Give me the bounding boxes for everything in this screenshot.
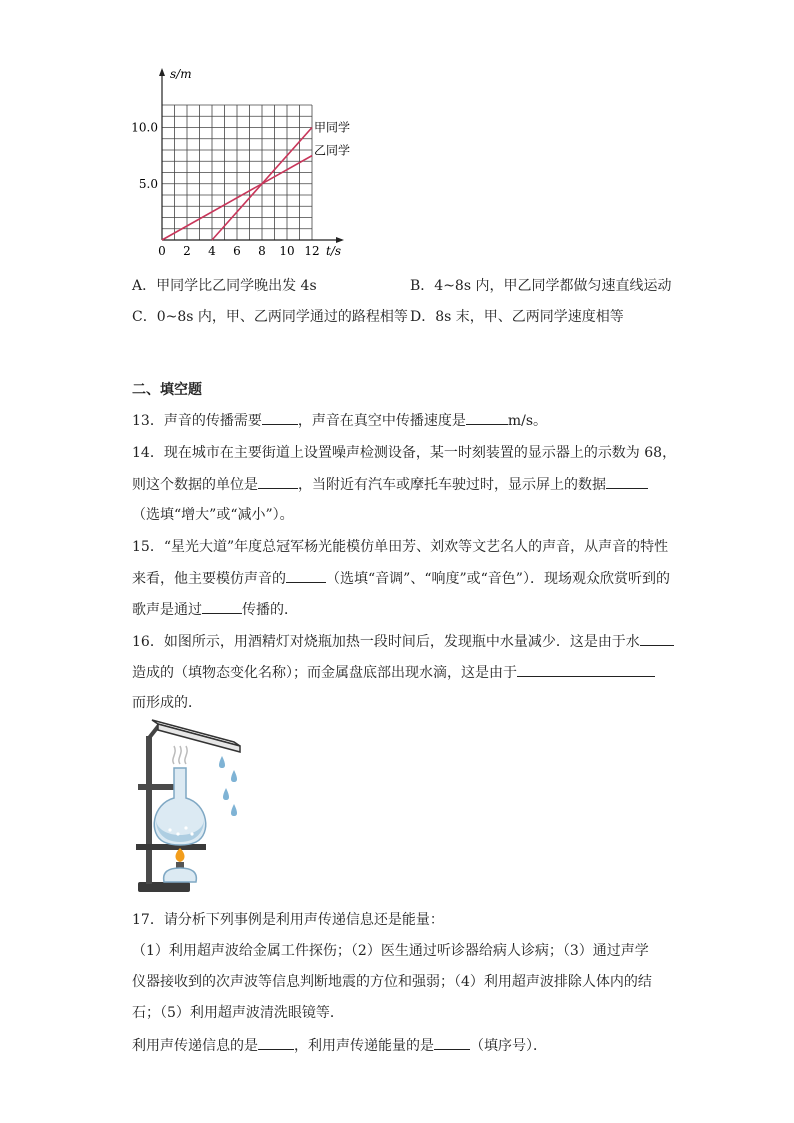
blank-13-1[interactable]	[262, 410, 298, 425]
question-14-line2: 则这个数据的单位是 ，当附近有汽车或摩托车驶过时，显示屏上的数据	[132, 474, 648, 495]
blank-17-2[interactable]	[434, 1035, 470, 1050]
section-title: 二、填空题	[132, 382, 202, 398]
series-label-yi: 乙同学	[314, 143, 351, 158]
x-tick-label: 12	[304, 244, 320, 258]
question-14-line3: （选填“增大”或“减小”）。	[132, 507, 294, 523]
question-17-line4: 石；（5）利用超声波清洗眼镜等．	[132, 1005, 344, 1021]
question-15-line1: 15．“星光大道”年度总冠军杨光能模仿单田芳、刘欢等文艺名人的声音，从声音的特性	[132, 539, 669, 555]
x-tick-label: 8	[258, 244, 266, 258]
blank-15-2[interactable]	[202, 599, 242, 614]
question-14-line1: 14．现在城市在主要街道上设置噪声检测设备，某一时刻装置的显示器上的示数为 68，	[132, 445, 677, 461]
x-tick-label: 0	[158, 244, 166, 258]
blank-15-1[interactable]	[286, 568, 326, 583]
x-axis-label: t/s	[326, 244, 342, 258]
x-tick-label: 10	[279, 244, 295, 258]
x-tick-label: 2	[183, 244, 191, 258]
option-b[interactable]: B．4~8s 内，甲乙同学都做匀速直线运动	[410, 278, 672, 294]
question-16-line2: 造成的（填物态变化名称）；而金属盘底部出现水滴，这是由于	[132, 662, 655, 683]
y-tick-label: 10.0	[131, 120, 158, 135]
blank-16-2[interactable]	[517, 662, 655, 677]
graph-tick-labels	[131, 121, 319, 259]
option-a[interactable]: A．甲同学比乙同学晚出发 4s	[132, 278, 317, 294]
st-graph	[120, 60, 360, 265]
question-17-line1: 17．请分析下列事例是利用声传递信息还是能量：	[132, 912, 444, 928]
blank-14-2[interactable]	[606, 474, 648, 489]
question-17-line3: 仪器接收到的次声波等信息判断地震的方位和强弱；（4）利用超声波排除人体内的结	[132, 974, 652, 990]
question-17-line2: （1）利用超声波给金属工件探伤；（2）医生通过听诊器给病人诊病；（3）通过声学	[132, 943, 649, 959]
y-axis-arrow	[159, 68, 165, 76]
question-16-line1: 16．如图所示，用酒精灯对烧瓶加热一段时间后，发现瓶中水量减少．这是由于水	[132, 631, 674, 652]
x-axis-arrow	[336, 237, 344, 243]
blank-13-2[interactable]	[466, 410, 508, 425]
blank-17-1[interactable]	[258, 1035, 294, 1050]
question-15-line2: 来看，他主要模仿声音的 （选填“音调”、“响度”或“音色”）．现场观众欣赏听到的	[132, 568, 670, 589]
x-tick-label: 6	[233, 244, 241, 258]
option-c[interactable]: C．0~8s 内，甲、乙两同学通过的路程相等	[132, 309, 408, 325]
question-16-line3: 而形成的．	[132, 695, 202, 711]
series-label-jia: 甲同学	[314, 120, 351, 135]
question-13: 13．声音的传播需要 ，声音在真空中传播速度是 m/s。	[132, 410, 547, 431]
question-17-line5: 利用声传递信息的是 ，利用声传递能量的是 （填序号）．	[132, 1035, 547, 1056]
y-axis-label: s/m	[170, 67, 192, 81]
option-d[interactable]: D．8s 末，甲、乙两同学速度相等	[410, 309, 624, 325]
question-15-line3: 歌声是通过 传播的．	[132, 599, 298, 620]
blank-16-1[interactable]	[640, 631, 674, 646]
y-tick-label: 5.0	[138, 176, 158, 191]
graph-grid	[162, 105, 312, 240]
blank-14-1[interactable]	[258, 474, 298, 489]
evaporation-apparatus-illustration	[130, 716, 250, 900]
x-tick-label: 4	[208, 244, 216, 258]
